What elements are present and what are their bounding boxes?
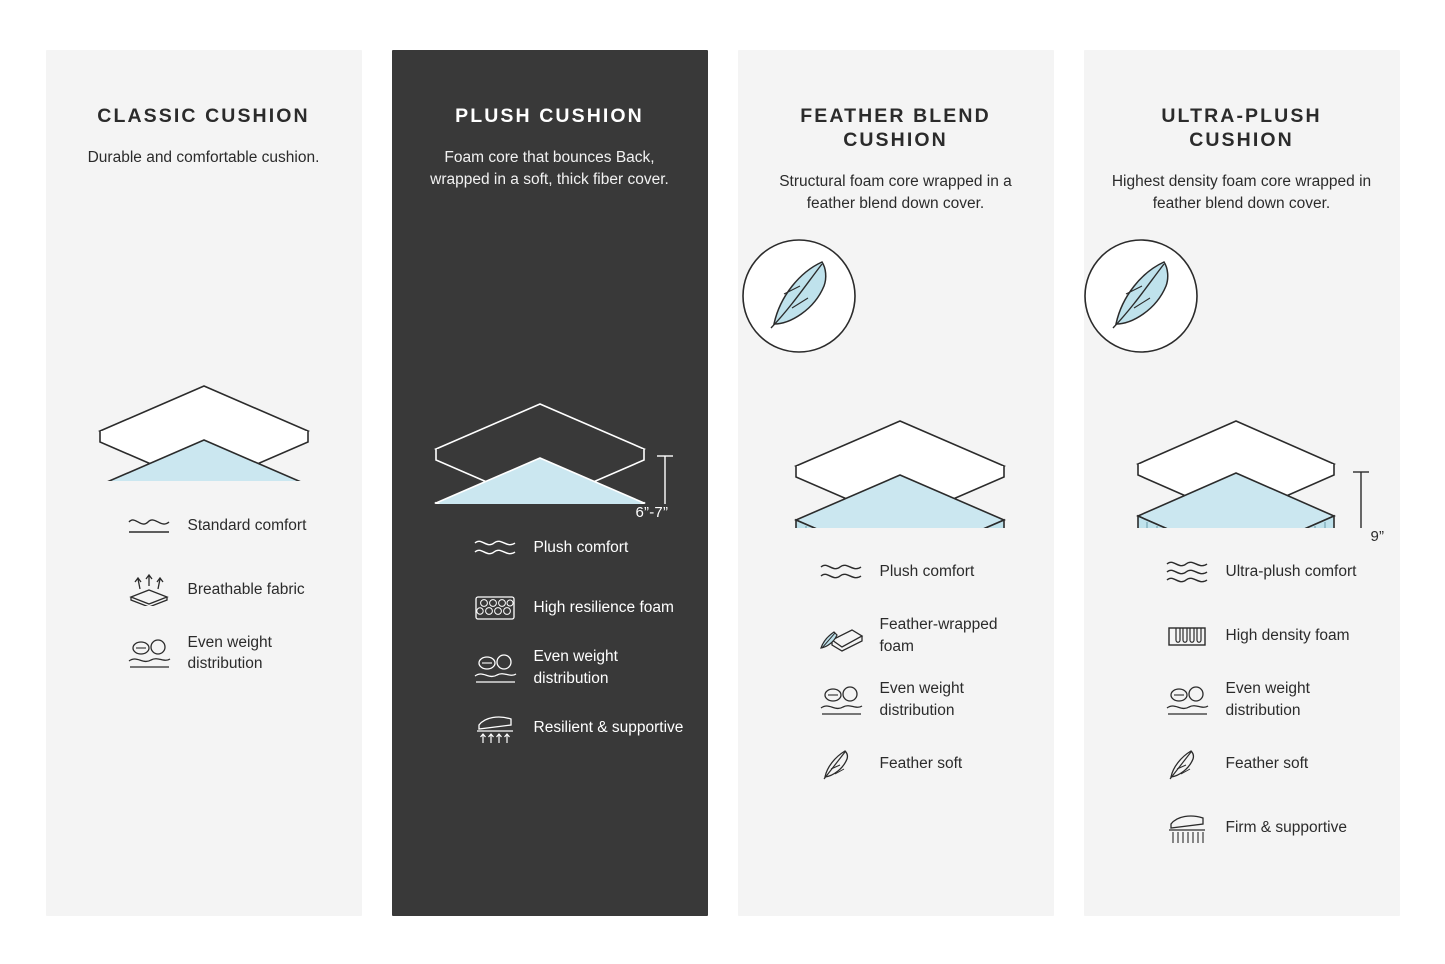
feather-wrapped-foam-icon <box>818 619 864 653</box>
feature-list <box>46 481 362 675</box>
list-item[interactable] <box>1084 550 1400 594</box>
list-item[interactable] <box>738 550 1054 594</box>
feature-list <box>738 528 1054 786</box>
feature-label: Firm & supportive <box>1225 818 1347 836</box>
exploded-cushion-diagram <box>392 204 708 521</box>
list-item[interactable] <box>738 742 1054 786</box>
dimension-label: 6”-7” <box>635 503 669 521</box>
list-item[interactable] <box>46 567 362 611</box>
exploded-cushion-diagram <box>738 228 1054 528</box>
even-weight-distribution-icon <box>818 683 864 717</box>
even-weight-distribution-icon <box>1164 683 1210 717</box>
even-weight-distribution-icon <box>472 651 518 685</box>
card-subtitle: Highest density foam core wrapped in feather blend down cover. <box>1111 172 1372 213</box>
feature-label: Ultra-plush comfort <box>1225 562 1357 580</box>
feature-label: Feather soft <box>1225 754 1309 772</box>
feature-label: Even weight distribution <box>879 680 964 719</box>
card-title: PLUSH CUSHION <box>455 105 644 127</box>
feature-label: High density foam <box>1225 626 1350 644</box>
wave-lines-icon <box>1164 555 1210 589</box>
firm-support-icon <box>1164 811 1210 845</box>
feature-label: Plush comfort <box>879 562 975 580</box>
card-subtitle: Durable and comfortable cushion. <box>87 148 320 166</box>
list-item[interactable] <box>1084 678 1400 722</box>
feature-list <box>392 504 708 750</box>
feature-label: Standard comfort <box>187 516 307 534</box>
list-item[interactable] <box>392 526 708 570</box>
feature-label: High resilience foam <box>533 599 674 617</box>
wave-lines-icon <box>126 508 172 542</box>
feature-label: Even weight distribution <box>187 633 272 673</box>
cushion-card-feather-blend[interactable] <box>738 50 1054 916</box>
feature-label: Feather soft <box>879 754 963 772</box>
card-title: FEATHER BLEND CUSHION <box>800 105 991 151</box>
card-title: ULTRA-PLUSH CUSHION <box>1161 105 1322 151</box>
feather-badge <box>1085 240 1197 352</box>
feature-label: Even weight distribution <box>1225 680 1310 719</box>
feature-label: Even weight distribution <box>533 648 618 687</box>
high-density-foam-icon <box>1164 619 1210 653</box>
list-item[interactable] <box>392 646 708 690</box>
wave-lines-icon <box>472 531 518 565</box>
list-item[interactable] <box>392 706 708 750</box>
card-subtitle: Foam core that bounces Back, wrapped in a soft, thick fiber cover. <box>430 148 669 189</box>
feature-label: Plush comfort <box>533 539 629 557</box>
list-item[interactable] <box>392 586 708 630</box>
feature-label: Resilient & supportive <box>533 719 684 737</box>
wave-lines-icon <box>818 555 864 589</box>
honeycomb-foam-icon <box>472 591 518 625</box>
feather-icon <box>818 747 864 781</box>
list-item[interactable] <box>738 678 1054 722</box>
list-item[interactable] <box>46 631 362 675</box>
list-item[interactable] <box>738 614 1054 658</box>
card-subtitle: Structural foam core wrapped in a feather blend down cover. <box>779 172 1012 213</box>
list-item[interactable] <box>46 503 362 547</box>
cushion-card-ultra-plush[interactable] <box>1084 50 1400 916</box>
cushion-card-plush[interactable] <box>392 50 708 916</box>
list-item[interactable] <box>1084 742 1400 786</box>
breathable-fabric-icon <box>126 572 172 606</box>
feather-icon <box>1164 747 1210 781</box>
feature-list <box>1084 528 1400 850</box>
list-item[interactable] <box>1084 614 1400 658</box>
feature-label: Breathable fabric <box>187 580 305 598</box>
feather-badge <box>743 240 855 352</box>
exploded-cushion-diagram <box>46 181 362 481</box>
card-title: CLASSIC CUSHION <box>97 105 310 127</box>
exploded-cushion-diagram <box>1084 228 1400 545</box>
resilient-support-icon <box>472 711 518 745</box>
even-weight-distribution-icon <box>126 636 172 670</box>
cushion-card-classic[interactable] <box>46 50 362 916</box>
list-item[interactable] <box>1084 806 1400 850</box>
dimension-label: 9” <box>1370 527 1385 545</box>
feature-label: Feather-wrapped foam <box>879 616 998 655</box>
